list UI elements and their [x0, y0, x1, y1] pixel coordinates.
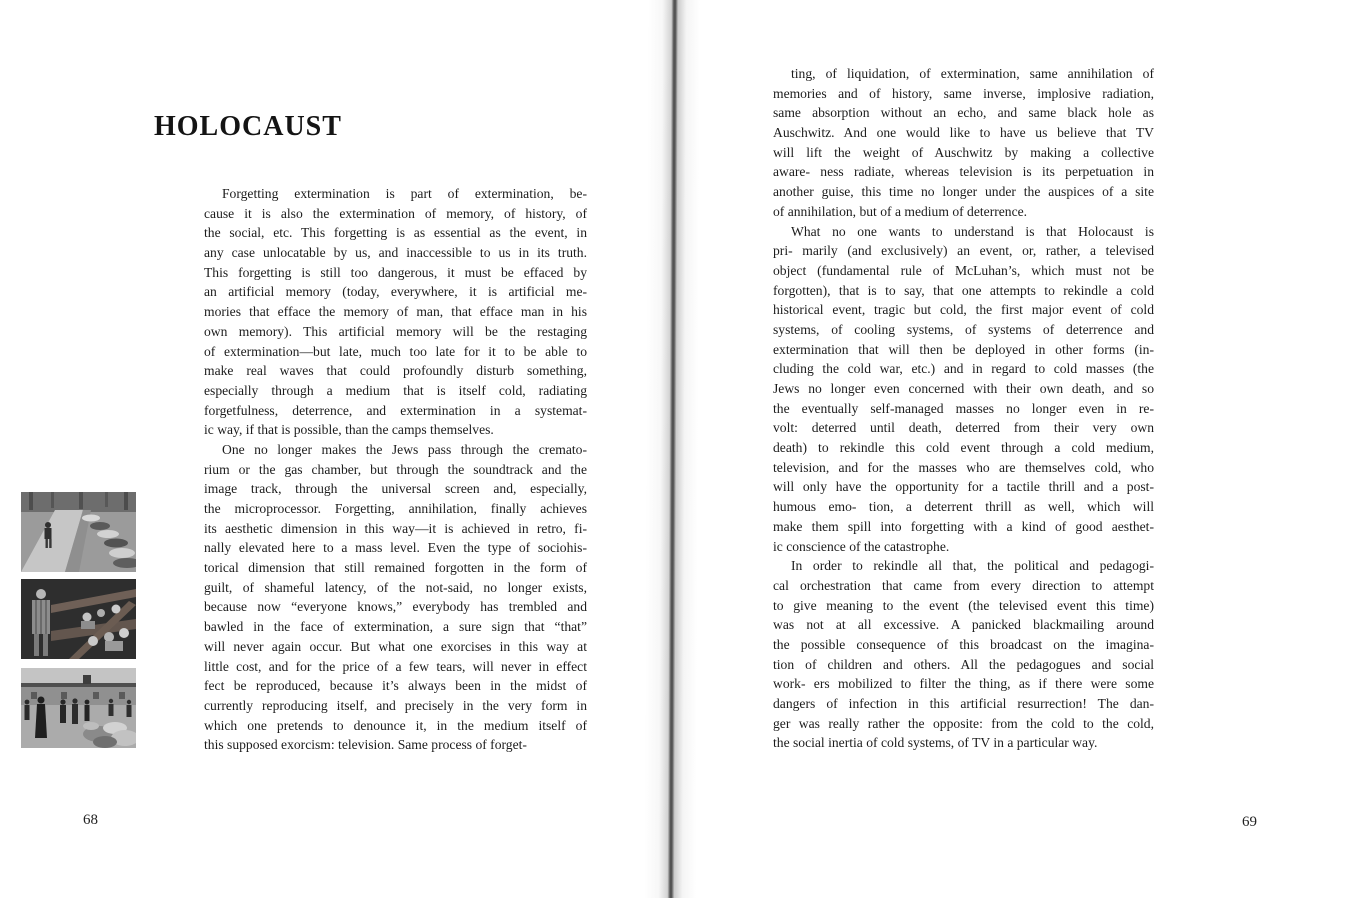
text-line: rium or the gas chamber, but through the soundtrack and the: [204, 461, 587, 477]
text-line: dangers of infection in this artificial resurrection! The dan-: [773, 696, 1154, 711]
text-line: television, and for the masses who are themselves cold, who: [773, 459, 1154, 475]
text-line: death) to rekindle this cold event through a cold medium,: [773, 440, 1154, 456]
text-line: the social inertia of cold systems, of TV in a particular way.: [773, 735, 1098, 751]
text-line: In order to rekindle all that, the political and pedagogi-: [791, 558, 1154, 574]
text-line: the eventually self-managed masses no longer even in re-: [773, 400, 1154, 416]
text-line: torical dimension that still remained forgotten in the form of: [204, 560, 587, 576]
text-line: volt: deterred until death, deterred from their very own: [773, 420, 1154, 436]
photo-road-with-corpses: [21, 492, 136, 572]
chapter-title: HOLOCAUST: [154, 111, 342, 142]
text-line: own memory). This artificial memory will be the restaging: [204, 323, 587, 339]
photo-yard-illustration: [21, 668, 136, 748]
text-line: ic way, if that is possible, than the camps themselves.: [204, 422, 494, 438]
text-line: same absorption without an echo, and same black hole as: [773, 105, 1154, 121]
photo-barracks-bunks: [21, 579, 136, 659]
text-line: cal orchestration that came from every direction to attempt: [773, 577, 1154, 593]
text-line: aware- ness radiate, whereas television is its perpetuation in: [773, 164, 1154, 180]
text-line: tion of children and others. All the pedagogues and social: [773, 656, 1154, 672]
text-line: Auschwitz. And one would like to have us believe that TV: [773, 125, 1154, 141]
text-line: guilt, of shameful latency, of the not-said, no longer exists,: [204, 579, 587, 595]
text-line: object (fundamental rule of McLuhan’s, which must not be: [773, 262, 1154, 278]
text-line: make real waves that could profoundly disturb something,: [204, 363, 587, 379]
text-line: systems, of cooling systems, of systems of deterrence and: [773, 321, 1154, 337]
text-line: forgotten), that is to say, that one attempts to rekindle a cold: [773, 282, 1154, 298]
text-line: work- ers mobilized to filter the thing, as if there were some: [773, 676, 1154, 692]
text-line: extermination that will then be deployed in other forms (in-: [773, 341, 1154, 357]
page-number-left: 68: [83, 812, 98, 828]
page-number-right: 69: [1242, 814, 1257, 830]
text-line: forgetfulness, deterrence, and extermination in a systemat-: [204, 402, 587, 418]
text-line: because now “everyone knows,” everybody has trembled and: [204, 599, 587, 615]
text-line: another guise, this time no longer under the auspices of a site: [773, 184, 1154, 200]
text-line: memories and of history, same inverse, implosive radiation,: [773, 85, 1154, 101]
text-line: humous emo- tion, a deterrent thrill as well, which will: [773, 499, 1154, 515]
right-page-text: [773, 64, 1154, 753]
text-line: the microprocessor. Forgetting, annihilation, finally achieves: [204, 501, 587, 516]
text-line: its aesthetic dimension in this way—it is achieved in retro, fi-: [204, 520, 587, 536]
text-line: any case unlocatable by us, and inaccessible to us in its truth.: [204, 245, 587, 261]
text-line: ger was really rather the opposite: from the cold to the cold,: [773, 715, 1154, 731]
text-line: the social, etc. This forgetting is as essential as the event, in: [204, 225, 587, 241]
photo-camp-yard-scene: [21, 668, 136, 748]
book-gutter-shadow: [644, 0, 700, 898]
text-line: This forgetting is still too dangerous, it must be effaced by: [204, 264, 587, 280]
text-line: mories that efface the memory of man, that efface man in his: [204, 304, 587, 320]
text-line: will only have the opportunity for a tactile thrill and a post-: [773, 479, 1154, 495]
text-line: ting, of liquidation, of extermination, same annihilation of: [791, 66, 1154, 81]
text-line: What no one wants to understand is that Holocaust is: [791, 223, 1154, 239]
text-line: image track, through the universal screen and, especially,: [204, 481, 587, 497]
text-line: nally elevated here to a mass level. Even the type of sociohis-: [204, 540, 587, 556]
text-line: of annihilation, but of a medium of deterrence.: [773, 203, 1028, 219]
photo-bunks-illustration: [21, 579, 136, 659]
text-line: to give meaning to the event (the televised event this time): [773, 597, 1154, 613]
text-line: cause it is also the extermination of memory, of history, of: [204, 205, 587, 221]
text-line: will lift the weight of Auschwitz by making a collective: [773, 144, 1154, 160]
photo-road-illustration: [21, 492, 136, 572]
text-line: cluding the cold war, etc.) and in regard to cold masses (the: [773, 361, 1154, 377]
text-line: little cost, and for the price of a few tears, will never in effect: [204, 658, 587, 674]
text-line: ic conscience of the catastrophe.: [773, 538, 950, 554]
text-line: Forgetting extermination is part of extermination, be-: [222, 186, 587, 201]
text-line: Jews no longer even concerned with their own death, and so: [773, 381, 1154, 396]
text-line: bawled in the face of extermination, a sure sign that “that”: [204, 619, 587, 635]
text-line: One no longer makes the Jews pass through the cremato-: [222, 441, 587, 457]
text-line: the possible consequence of this broadcast on the imagina-: [773, 636, 1154, 652]
text-line: currently reproducing itself, and precisely in the very form in: [204, 697, 587, 713]
text-line: make them spill into forgetting with a kind of good aesthet-: [773, 518, 1154, 534]
text-line: historical event, tragic but cold, the first major event of cold: [773, 302, 1154, 318]
text-line: will never again occur. But what one exorcises in this way at: [204, 638, 587, 654]
text-line: especially through a medium that is itself cold, radiating: [204, 382, 587, 398]
text-line: of extermination—but late, much too late for it to be able to: [204, 343, 587, 359]
text-line: this supposed exorcism: television. Same process of forget-: [204, 737, 527, 753]
text-line: fect be reproduced, because it’s always been in the midst of: [204, 678, 587, 694]
text-line: was not at all excessive. A panicked blackmailing around: [773, 617, 1154, 633]
left-page-text: [204, 184, 587, 755]
text-line: pri- marily (and exclusively) an event, or, rather, a televised: [773, 243, 1154, 259]
text-line: an artificial memory (today, everywhere, it is artificial me-: [204, 284, 587, 300]
text-line: which one pretends to denounce it, in the medium itself of: [204, 717, 587, 733]
